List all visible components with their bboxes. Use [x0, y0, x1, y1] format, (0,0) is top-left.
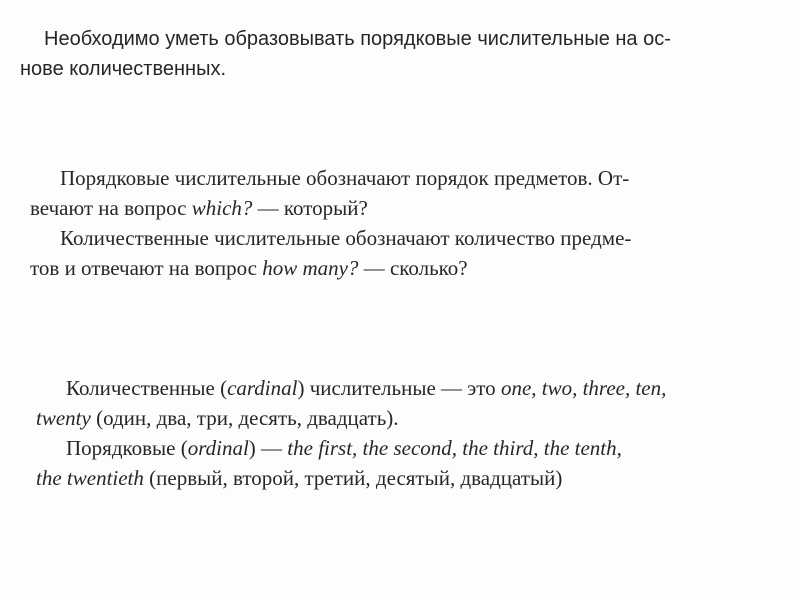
ordinal-definition-line-2 — [30, 196, 368, 221]
ordinal-example-text-b: ) — — [248, 436, 288, 460]
intro-line-2: нове количественных. — [20, 58, 226, 80]
cardinal-words: one, two, three, ten, — [500, 376, 667, 400]
ordinal-words: the first, the second, the third, the tenth, — [287, 436, 622, 460]
cardinal-example-text-a: Количественные ( — [66, 376, 228, 400]
cardinal-definition-line-1: Количественные числительные обозначают количество предме- — [60, 226, 632, 250]
cardinal-example-translation: (один, два, три, десять, двадцать). — [90, 406, 399, 430]
ordinal-definition-text-a: вечают на вопрос — [30, 196, 192, 220]
ordinal-definition-line-1: Порядковые числительные обозначают порядок предметов. От- — [60, 166, 630, 190]
cardinal-word-twenty: twenty — [36, 406, 91, 430]
ordinal-example-translation: (первый, второй, третий, десятый, двадцатый) — [143, 466, 563, 490]
ordinal-example-text-a: Порядковые ( — [66, 436, 188, 460]
cardinal-example-line-2 — [36, 406, 399, 431]
cardinal-definition-text-a: тов и отвечают на вопрос — [30, 256, 263, 280]
ordinal-word-twentieth: the twentieth — [36, 466, 144, 490]
cardinal-definition-text-b: — сколько? — [358, 256, 468, 280]
ordinal-definition-text-b: — который? — [252, 196, 368, 220]
ordinal-question: which? — [191, 196, 253, 220]
cardinal-example-line-1 — [66, 376, 666, 401]
cardinal-definition-line-2 — [30, 256, 468, 281]
ordinal-example-line-2 — [36, 466, 562, 491]
ordinal-term: ordinal — [187, 436, 249, 460]
cardinal-example-text-b: ) числительные — это — [297, 376, 501, 400]
intro-line-1: Необходимо уметь образовывать порядковые числительные на ос- — [44, 28, 671, 50]
cardinal-term: cardinal — [227, 376, 298, 400]
cardinal-question: how many? — [262, 256, 359, 280]
ordinal-example-line-1 — [66, 436, 622, 461]
